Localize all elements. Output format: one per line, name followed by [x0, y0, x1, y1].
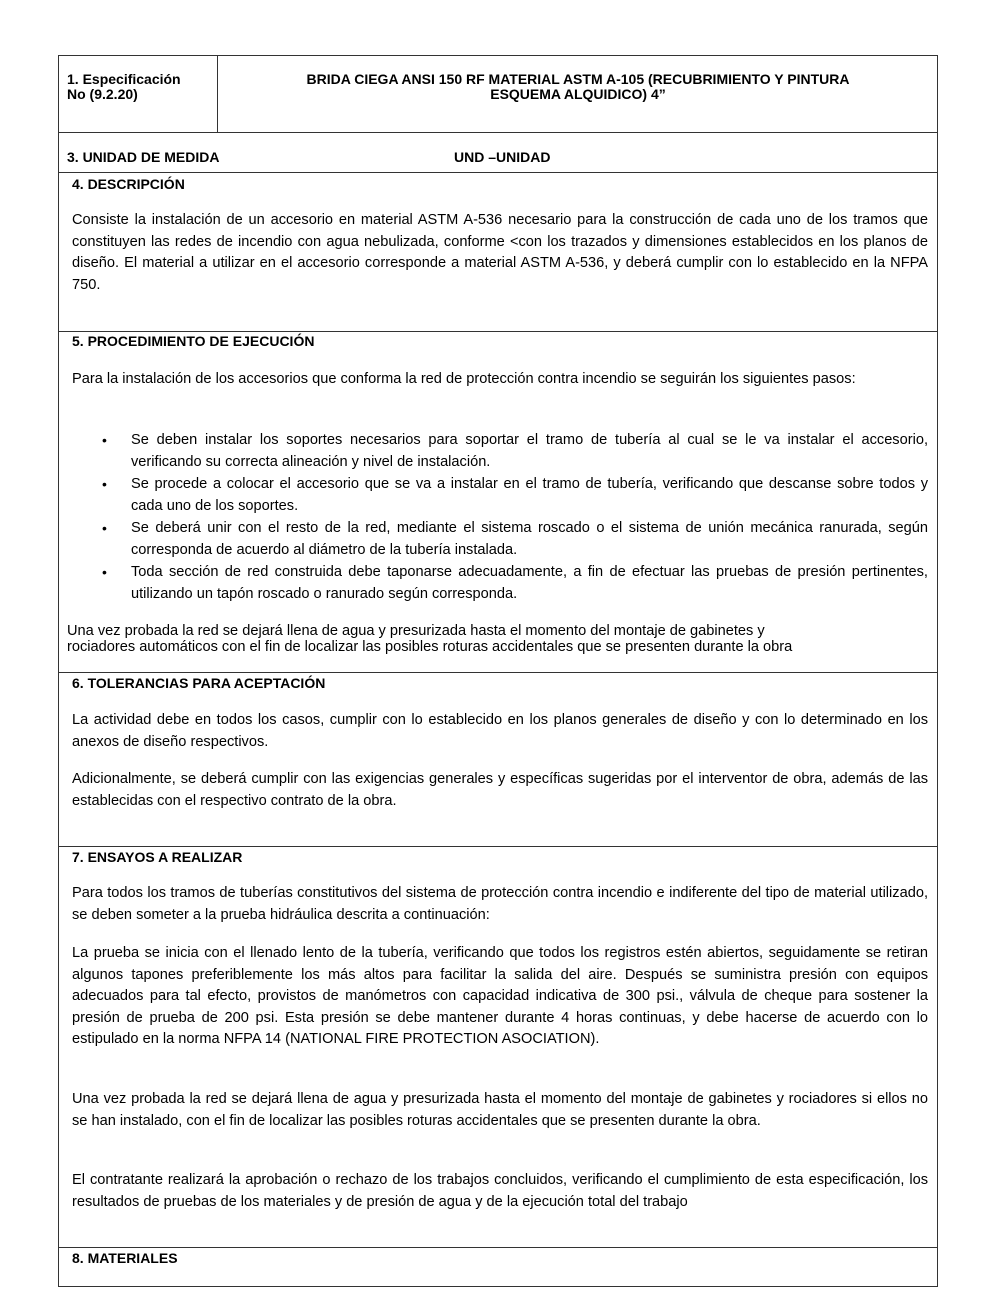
- spec-label-line2: No (9.2.20): [67, 86, 138, 102]
- procedure-intro: Para la instalación de los accesorios que conforma la red de protección contra incendio se seguirán los siguientes pasos:: [72, 371, 856, 387]
- rule-after-header: [58, 132, 938, 133]
- procedure-step-text: Se deberá unir con el resto de la red, mediante el sistema roscado o el sistema de unión mecánica ranurada, según corresponda de acuerdo al diámetro de la tubería instalada.: [131, 520, 928, 558]
- unit-label: 3. UNIDAD DE MEDIDA: [67, 149, 220, 165]
- description-text: Consiste la instalación de un accesorio en material ASTM A-536 necesario para la construcción de cada uno de los tramos que constituyen las redes de incendio con agua nebulizada, conforme <con los trazados y dimensiones establecidos en los planos de diseño. El material a utilizar en el accesorio corresponde a material ASTM A-536, y deberá cumplir con lo establecido en la NFPA 750.: [72, 212, 928, 293]
- procedure-step-text: Toda sección de red construida debe taponarse adecuadamente, a fin de efectuar las pruebas de presión pertinentes, utilizando un tapón roscado o ranurado según corresponda.: [131, 564, 928, 602]
- materials-heading: 8. MATERIALES: [72, 1250, 178, 1266]
- spec-number-label: [67, 72, 212, 102]
- procedure-step-text: Se procede a colocar el accesorio que se va a instalar en el tramo de tubería, verificando que descanse sobre todos y cada uno de los soportes.: [131, 476, 928, 514]
- spec-title-line1: BRIDA CIEGA ANSI 150 RF MATERIAL ASTM A-105 (RECUBRIMIENTO Y PINTURA: [306, 71, 850, 87]
- spec-title-line2: ESQUEMA ALQUIDICO) 4”: [490, 86, 666, 102]
- procedure-steps-list: [72, 430, 928, 606]
- rule-after-description: [58, 331, 938, 332]
- procedure-closing: [67, 624, 937, 655]
- spec-title: [218, 72, 938, 102]
- procedure-closing-line1: Una vez probada la red se dejará llena de agua y presurizada hasta el momento del montaje de gabinetes y: [67, 623, 765, 639]
- procedure-step: [72, 474, 928, 517]
- bullet-icon: •: [102, 564, 107, 580]
- procedure-step: [72, 430, 928, 473]
- unit-value: UND –UNIDAD: [454, 149, 551, 165]
- tests-paragraph-3: Una vez probada la red se dejará llena de agua y presurizada hasta el momento del montaje de gabinetes y rociadores si ellos no se han instalado, con el fin de localizar las posibles roturas accidentales que se presenten durante la obra.: [72, 1091, 928, 1129]
- tests-paragraph-2: La prueba se inicia con el llenado lento de la tubería, verificando que todos los registros estén abiertos, seguidamente se retiran algunos tapones preferiblemente los más altos para facilitar la salida del aire. Después se suministra presión con equipos adecuados para tal efecto, provistos de manómetros con capacidad indicativa de 300 psi., válvula de cheque para sostener la presión de prueba de 200 psi. Esta presión se debe mantener durante 4 horas continuas, y debe hacerse de acuerdo con lo estipulado en la norma NFPA 14 (NATIONAL FIRE PROTECTION ASOCIATION).: [72, 945, 928, 1047]
- bullet-icon: •: [102, 476, 107, 492]
- tolerances-heading: 6. TOLERANCIAS PARA ACEPTACIÓN: [72, 675, 326, 691]
- bullet-icon: •: [102, 432, 107, 448]
- procedure-step: [72, 518, 928, 561]
- rule-after-procedure: [58, 672, 938, 673]
- tests-paragraph-4: El contratante realizará la aprobación o rechazo de los trabajos concluidos, verificando el cumplimiento de esta especificación, los resultados de pruebas de los materiales y de presión de agua y de la ejecución total del trabajo: [72, 1172, 928, 1210]
- spec-label-line1: 1. Especificación: [67, 71, 181, 87]
- bullet-icon: •: [102, 520, 107, 536]
- procedure-step: [72, 562, 928, 605]
- procedure-step-text: Se deben instalar los soportes necesarios para soportar el tramo de tubería al cual se le va instalar el accesorio, verificando su correcta alineación y nivel de instalación.: [131, 432, 928, 470]
- tolerances-paragraph-1: La actividad debe en todos los casos, cumplir con lo establecido en los planos generales de diseño y con lo determinado en los anexos de diseño respectivos.: [72, 712, 928, 750]
- procedure-heading: 5. PROCEDIMIENTO DE EJECUCIÓN: [72, 333, 315, 349]
- tests-paragraph-1: Para todos los tramos de tuberías constitutivos del sistema de protección contra incendio e indiferente del tipo de material utilizado, se deben someter a la prueba hidráulica descrita a continuación:: [72, 885, 928, 923]
- rule-after-unit: [58, 172, 938, 173]
- procedure-closing-line2: rociadores automáticos con el fin de localizar las posibles roturas accidentales que se presenten durante la obra: [67, 638, 793, 655]
- tests-heading: 7. ENSAYOS A REALIZAR: [72, 849, 243, 865]
- description-heading: 4. DESCRIPCIÓN: [72, 176, 185, 192]
- tolerances-paragraph-2: Adicionalmente, se deberá cumplir con las exigencias generales y específicas sugeridas por el interventor de obra, además de las establecidas con el respectivo contrato de la obra.: [72, 771, 928, 809]
- rule-after-tests: [58, 1247, 938, 1248]
- rule-after-tolerances: [58, 846, 938, 847]
